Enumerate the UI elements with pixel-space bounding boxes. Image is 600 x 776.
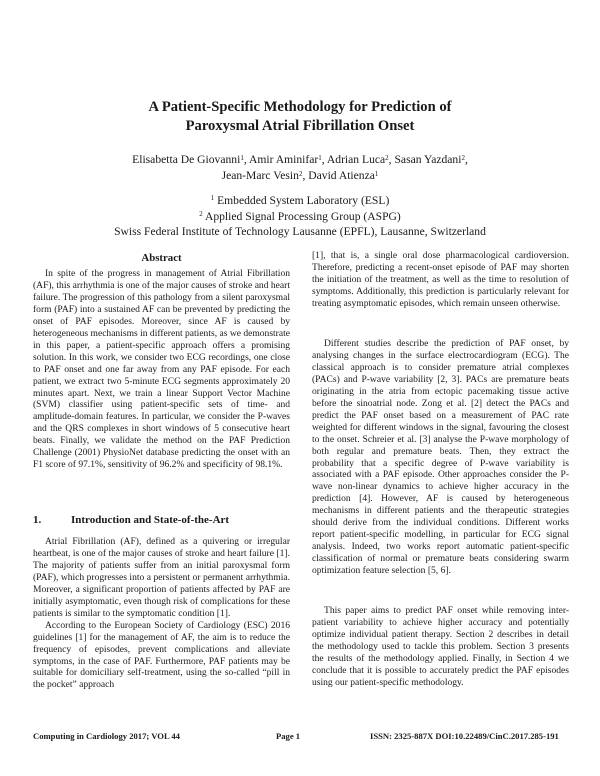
paragraph: [1], that is, a single oral dose pharmacological cardioversion. Therefore, predicting a recent-onset episode of PAF may shorten the initiation of the treatment, as well as the time to resolution of symptoms. Additionally, this prediction is particularly relevant for treating asymptomatic episodes, which remain unseen otherwise. [312, 250, 569, 309]
affiliation-number: 1 [210, 194, 215, 202]
affiliations [0, 193, 600, 240]
intro-right-column-1 [312, 250, 569, 310]
paragraph: Different studies describe the prediction of PAF onset, by analysing changes in the surface electrocardiogram (ECG). The classical approach is to consider premature atrial complexes (PACs) and P-wave variability [2, 3]. PACs are premature beats originating in the atria from ectopic pacemaking tissue active before the sinoatrial node. Zong et al. [2] detect the PACs and predict the PAF onset based on a measurement of PAC rate weighted for different windows in the signal, favouring the closest to the onset. Schreier et al. [3] analyse the P-wave morphology of both regular and premature beats. Then, they extract the probability that a specific degree of P-wave variability is associated with a PAF episode. Other approaches consider the P-wave non-linear dynamics to achieve higher accuracy in the prediction [4]. However, AF is caused by heterogeneous mechanisms in different patients and the therapeutic strategies should derive from the individual conditions. Different works report patient-specific modelling, in particular for ECG signal analysis. Indeed, two works report automatic patient-specific classification of normal or premature beats considering swarm optimization feature selection [5, 6]. [312, 338, 569, 577]
intro-left-column [33, 536, 290, 691]
affiliation-marker: 1 [374, 170, 379, 178]
title-line-2: Paroxysmal Atrial Fibrillation Onset [185, 118, 415, 134]
author-name: Sasan Yazdani [394, 153, 462, 166]
affiliation-1 [0, 193, 600, 209]
affiliation-marker: 2 [298, 170, 303, 178]
paragraph: According to the European Society of Cardiology (ESC) 2016 guidelines [1] for the management of AF, the aim is to reduce the frequency of episodes, prevent complications and alleviate symptoms, in the case of PAF. Furthermore, PAF patients may be suitable for domiciliary self-treatment, using the so-called “pill in the pocket” approach [33, 619, 290, 691]
abstract-body [33, 268, 290, 471]
affiliation-name: Applied Signal Processing Group (ASPG) [204, 209, 401, 223]
affiliation-2 [0, 209, 600, 225]
section-title: Introduction and State-of-the-Art [71, 514, 230, 526]
affiliation-marker: 2 [385, 154, 389, 162]
intro-right-column-3 [312, 605, 569, 689]
title-line-1: A Patient-Specific Methodology for Prediction of [148, 99, 452, 115]
author-line-2: Jean-Marc Vesin$^2$, David Atienza$^1$ [221, 169, 379, 182]
abstract-heading: Abstract [141, 252, 182, 264]
section-heading [33, 513, 290, 527]
author-list [0, 152, 600, 184]
affiliation-marker: 1 [240, 154, 244, 162]
paragraph: Atrial Fibrillation (AF), defined as a quivering or irregular heartbeat, is one of the major causes of stroke and heart failure [1]. The majority of patients suffer from an initial paroxysmal form (PAF), which progresses into a persistent or permanent arrhythmia. Moreover, a significant proportion of patients affected by PAF are initially asymptomatic, even though risk of complications for these patients is similar to the symptomatic condition [1]. [33, 536, 290, 619]
abstract-text: In spite of the progress in management of Atrial Fibrillation (AF), this arrhythmia is one of the major causes of stroke and heart failure. The progression of this pathology from a silent paroxysmal form (PAF) into a sustained AF can be prevented by predicting the onset of PAF episodes. Moreover, since AF is caused by heterogeneous mechanisms in different patients, as we demonstrate in this paper, a patient-specific approach offers a promising solution. In this work, we consider two ECG recordings, one close to PAF onset and one far away from any PAF episode. For each patient, we extract two 5-minute ECG segments approximately 20 minutes apart. Next, we train a linear Support Vector Machine (SVM) classifier using patient-specific sets of time- and amplitude-domain features. In particular, we consider the P-waves and the QRS complexes in short windows of 5 consecutive heart beats. Finally, we validate the method on the PAF Prediction Challenge (2001) PhysioNet database predicting the onset with an F1 score of 97.1%, sensitivity of 96.2% and specificity of 98.1%. [33, 268, 290, 471]
author-name: Elisabetta De Giovanni [132, 153, 241, 166]
footer-page-number: Page 1 [276, 731, 301, 741]
institution: Swiss Federal Institute of Technology Lausanne (EPFL), Lausanne, Switzerland [114, 225, 486, 238]
author-name: David Atienza [308, 169, 375, 182]
paper-title [0, 98, 600, 136]
affiliation-marker: 2 [461, 154, 465, 162]
footer-issn-doi: ISSN: 2325-887X DOI:10.22489/CinC.2017.285-191 [370, 731, 559, 741]
affiliation-number: 2 [199, 209, 203, 218]
footer-journal: Computing in Cardiology 2017; VOL 44 [33, 731, 180, 741]
intro-right-column-2 [312, 338, 569, 577]
author-name: Jean-Marc Vesin [221, 169, 299, 182]
affiliation-name: Embedded System Laboratory (ESL) [217, 194, 390, 207]
section-number: 1. [33, 514, 42, 526]
affiliation-marker: 1 [318, 154, 322, 162]
author-name: Amir Aminifar [249, 153, 319, 166]
author-name: Adrian Luca [326, 153, 386, 166]
author-line-1: Elisabetta De Giovanni$^1$, Amir Aminifar$^1$, Adrian Luca$^2$, Sasan Yazdani$^2$, [132, 153, 468, 166]
paragraph: This paper aims to predict PAF onset while removing inter-patient variability to achieve higher accuracy and potentially optimize individual patient therapy. Section 2 describes in detail the methodology used to tackle this problem. Section 3 presents the results of the methodology applied. Finally, in Section 4 we conclude that it is possible to accurately predict the PAF episodes using our patient-specific methodology. [312, 605, 569, 688]
